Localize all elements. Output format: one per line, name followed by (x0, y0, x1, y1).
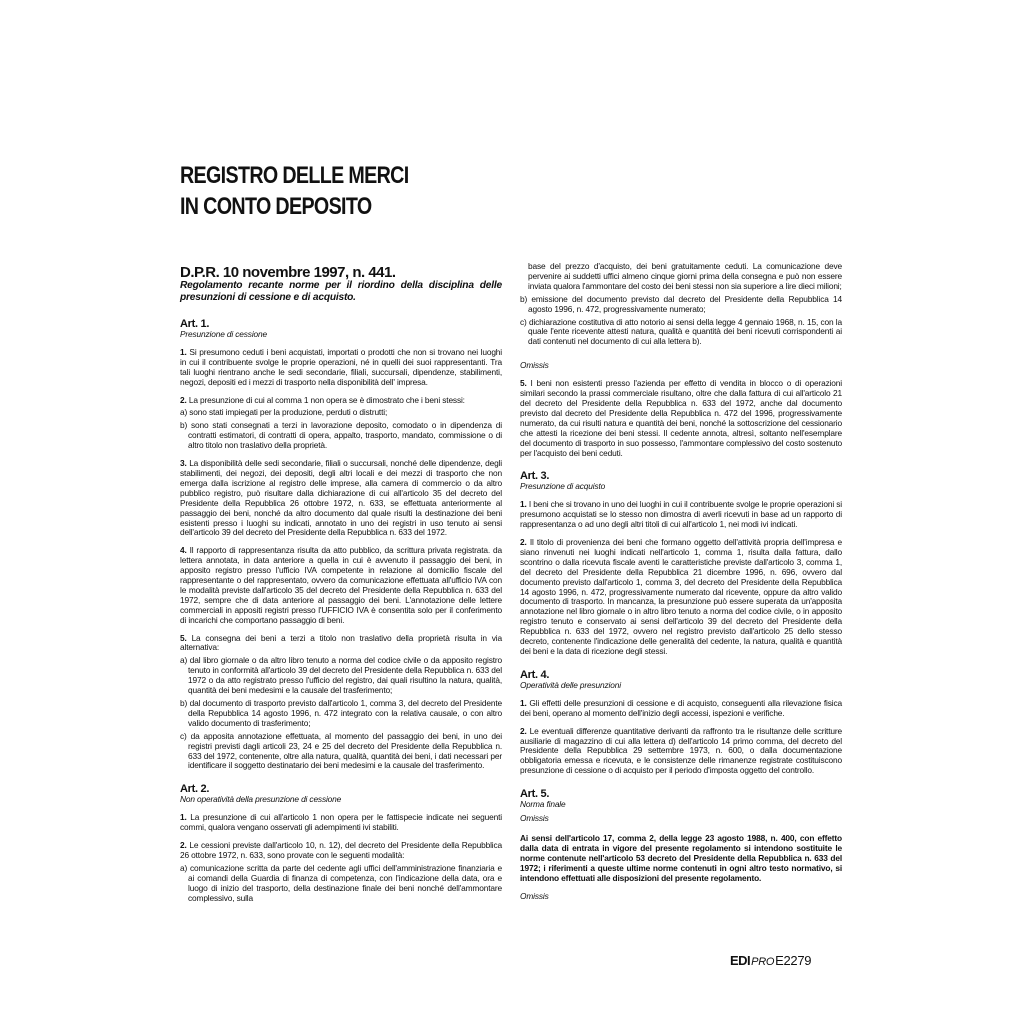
decree-heading: D.P.R. 10 novembre 1997, n. 441. (180, 264, 396, 281)
document-title (180, 160, 508, 222)
article-2-paragraph-2 (180, 841, 502, 861)
paragraph-number: 2. (520, 537, 527, 548)
article-1-paragraph-3 (180, 459, 502, 538)
article-1-heading: Art. 1. (180, 318, 210, 330)
paragraph-text: Gli effetti delle presunzioni di cessione e di acquisto, conseguenti alla rilevazione fisica dei beni, operano al momento dell'inizio degli accessi, ispezioni e verifiche. (520, 697, 842, 718)
product-code: E2279 (775, 953, 812, 968)
article-2-paragraph-5 (520, 379, 842, 458)
paragraph-number: 4. (180, 545, 187, 556)
edipro-logo (730, 954, 811, 968)
article-2-heading: Art. 2. (180, 783, 210, 796)
article-2-paragraph-1 (180, 813, 502, 833)
list-item-b: b) emissione del documento previsto dal decreto del Presidente della Repubblica 14 agosto 1996, n. 472, progressivamente numerato; (520, 293, 842, 314)
paragraph-text: Le cessioni previste dall'articolo 10, n. 12), del decreto del Presidente della Repubblica 26 ottobre 1972, n. 633, sono provate con le seguenti modalità: (180, 840, 502, 860)
paragraph-text: La consegna dei beni a terzi a titolo non traslativo della proprietà risulta in via alternativa: (180, 632, 502, 653)
article-5-heading: Art. 5. (520, 788, 550, 801)
paragraph-number: 3. (180, 458, 187, 469)
list-item-a: a) comunicazione scritta da parte del cedente agli uffici dell'amministrazione finanziaria e ai comandi della Guardia di finanza di competenza, con l'indicazione della data, ora e luogo di inizio del trasporto, della destinazione finale dei beni nonché dell'ammontare complessivo, sulla (180, 862, 502, 903)
article-5-subtitle: Norma finale (520, 799, 566, 810)
paragraph-text: La disponibilità delle sedi secondarie, filiali o succursali, nonché delle dipendenze, degli stabilimenti, dei negozi, dei depositi, degli altri locali e dei mezzi di trasporto che non emerga dalla iscrizione al registro delle imprese, alla camera di commercio o da altro pubblico registro, può risultare dalla dichiarazione di cui all'articolo 35 del decreto del Presidente della Repubblica 26 ottobre 1972, n. 633, se effettuata anteriormente al passaggio dei beni, nonché da altro documento dal quale risulti la destinazione dei beni esistenti presso i luoghi su indicati, annotato in uno dei registri in uso tenuto ai sensi dell'articolo 39 del decreto del Presidente della Repubblica n. 633 del 1972. (180, 458, 502, 538)
list-item-a: a) sono stati impiegati per la produzione, perduti o distrutti; (180, 407, 388, 418)
title-line-1: REGISTRO DELLE MERCI (180, 162, 409, 189)
logo-edi: EDI (730, 953, 751, 968)
article-3-heading: Art. 3. (520, 470, 550, 483)
article-1-subtitle: Presunzione di cessione (180, 329, 267, 339)
paragraph-text: Il titolo di provenienza dei beni che formano oggetto dell'attività propria dell'impresa e siano rinvenuti nei luoghi indicati nell'articolo 1, comma 1, risulta dalla fattura, dallo scontrino o dalla ricevuta fiscale aventi le caratteristiche previste dall'articolo 3, comma 1, del decreto del Presidente della Repubblica 21 dicembre 1996, n. 696, ovvero dal documento previsto dall'articolo 1, comma 3, del decreto del Presidente della Repubblica 14 agosto 1996, n. 472, progressivamente numerato dal ricevente, oppure da altro valido documento di trasporto. In mancanza, la presunzione può essere superata da un'apposita annotazione nel libro giornale o in altro libro tenuto a norma del codice civile, o in apposito registro tenuto e conservato ai sensi dell'articolo 39 del decreto del Presidente della Repubblica n. 633 del 1972, ovvero nel registro previsto dall'articolo 25 dello stesso decreto, contenente l'indicazione delle generalità del cedente, la natura, qualità e quantità dei beni e la data di ricezione degli stessi. (520, 537, 842, 656)
title-line-2: IN CONTO DEPOSITO (180, 193, 372, 220)
paragraph-text: I beni che si trovano in uno dei luoghi in cui il contribuente svolge le proprie operazioni si presumono acquistati se lo stesso non dimostra di averli ricevuti in base ad un rapporto di rappresentanza o ad uno degli altri titoli di cui all'articolo 1, nei modi ivi indicati. (520, 499, 843, 530)
article-3-paragraph-2 (520, 538, 842, 657)
paragraph-number: 5. (180, 632, 187, 643)
list-item-a: a) dal libro giornale o da altro libro tenuto a norma del codice civile o da apposito registro tenuto in conformità all'articolo 39 del decreto del Presidente della Repubblica n. 633 del 1972 o da atto registrato presso l'ufficio del registro, dai quali risultino la natura, qualità, quantità dei beni medesimi e la causale del trasferimento; (180, 655, 502, 696)
paragraph-text: La presunzione di cui all'articolo 1 non opera per le fattispecie indicate nei seguenti commi, qualora vengano osservati gli adempimenti ivi stabiliti. (180, 812, 502, 833)
paragraph-text: La presunzione di cui al comma 1 non opera se è dimostrato che i beni stessi: (188, 394, 465, 405)
article-1-paragraph-4 (180, 546, 502, 625)
left-column (180, 262, 502, 907)
paragraph-number: 2. (180, 394, 187, 405)
article-4-heading: Art. 4. (520, 668, 550, 681)
article-3-subtitle: Presunzione di acquisto (520, 481, 606, 492)
decree-subtitle: Regolamento recante norme per il riordino della disciplina delle presunzioni di cessione e di acquisto. (180, 280, 502, 303)
article-4-paragraph-1 (520, 699, 842, 719)
list-item-c: c) dichiarazione costitutiva di atto notorio ai sensi della legge 4 gennaio 1968, n. 15, con la quale l'ente ricevente attesti natura, qualità e quantità dei beni ricevuti corrispondenti ai dati contenuti nel documento di cui alla lettera b). (520, 316, 842, 347)
paragraph-number: 2. (180, 840, 187, 851)
article-1-paragraph-5 (180, 634, 502, 654)
list-item-b: b) sono stati consegnati a terzi in lavorazione deposito, comodato o in dipendenza di contratti estimatori, di contratti di opera, appalto, trasporto, mandato, commissione o di altro titolo non traslativo della proprietà. (180, 420, 502, 451)
article-4-paragraph-2 (520, 727, 842, 777)
list-item-a-continued: base del prezzo d'acquisto, dei beni gratuitamente ceduti. La comunicazione deve pervenire ai suddetti uffici almeno cinque giorni prima della consegna e può non essere inviata qualora l'ammontare del costo dei beni stessi non sia superiore a lire dieci milioni; (528, 261, 842, 291)
paragraph-number: 1. (520, 499, 527, 510)
paragraph-text: Si presumono ceduti i beni acquistati, importati o prodotti che non si trovano nei luoghi in cui il contribuente svolge le proprie operazioni, né in quelli dei suoi rappresentanti. Tra tali luoghi rientrano anche le sedi secondarie, filiali, succursali, dipendenze, stabilimenti, negozi, depositi ed i mezzi di trasporto nella disponibilità dell' impresa. (180, 346, 503, 387)
right-column (520, 262, 842, 909)
paragraph-number: 2. (520, 725, 527, 736)
list-item-c: c) da apposita annotazione effettuata, al momento del passaggio dei beni, in uno dei registri previsti dagli articoli 23, 24 e 25 del decreto del Presidente della Repubblica n. 633 del 1972, contenente, oltre alla natura, qualità, quantità dei beni, i dati necessari per identificare il soggetto destinatario dei beni medesimi e la causale del trasferimento. (180, 730, 502, 771)
omissis-note: Omissis (520, 360, 549, 371)
paragraph-text: I beni non esistenti presso l'azienda per effetto di vendita in blocco o di operazioni similari secondo la prassi commerciale risultano, oltre che dalla fattura di cui all'articolo 21 del decreto del Presidente della Repubblica n. 633 del 1972, anche dal documento previsto dal decreto del Presidente della Repubblica n. 472 del 1996, progressivamente numerato, da cui risulti natura e quantità dei beni, nonché la sottoscrizione del cessionario che attesti la ricezione dei beni stessi. Il cedente annota, altresì, soltanto nell'esemplare del documento di trasporto in suo possesso, l'ammontare complessivo del costo sostenuto per l'acquisto dei beni ceduti. (520, 378, 842, 458)
paragraph-number: 1. (180, 346, 187, 357)
paragraph-number: 5. (520, 378, 527, 389)
article-1-paragraph-1 (180, 348, 502, 388)
final-provision-text: Ai sensi dell'articolo 17, comma 2, della legge 23 agosto 1988, n. 400, con effetto dalla data di entrata in vigore del presente regolamento si intendono sostituite le norme contenute nell'articolo 53 decreto del Presidente della Repubblica n. 633 del 1972; i riferimenti a queste ultime norme contenuti in ogni altro testo normativo, si intendono effettuati alle disposizioni del presente regolamento. (520, 832, 842, 883)
paragraph-text: Le eventuali differenze quantitative derivanti da raffronto tra le risultanze delle scritture ausiliarie di magazzino di cui alla lettera d) dell'articolo 14 primo comma, del decreto del Presidente della Repubblica 29 settembre 1973, n. 600, o dalla documentazione obbligatoria emessa e ricevuta, e le consistenze delle rimanenze registrate costituiscono presunzione di cessione o di acquisto per il periodo d'imposta oggetto del controllo. (520, 725, 842, 776)
paragraph-number: 1. (180, 812, 187, 823)
article-3-paragraph-1 (520, 500, 842, 530)
article-2-subtitle: Non operatività della presunzione di cessione (180, 794, 342, 805)
omissis-note: Omissis (520, 813, 549, 824)
article-4-subtitle: Operatività delle presunzioni (520, 679, 621, 690)
list-item-b: b) dal documento di trasporto previsto dall'articolo 1, comma 3, del decreto del Presidente della Repubblica 14 agosto 1996, n. 472 integrato con la relativa causale, o con altro valido documento di trasferimento; (180, 698, 502, 728)
paragraph-text: Il rapporto di rappresentanza risulta da atto pubblico, da scrittura privata registrata. da lettera annotata, in data anteriore a quella in cui è avvenuto il passaggio dei beni, in apposito registro presso l'ufficio IVA competente in relazione al domicilio fiscale del rappresentante o del rappresentato, ovvero da comunicazione effettuata all'ufficio IVA con le modalità previste dall'articolo 35 del decreto del Presidente della Repubblica n. 633 del 1972, sempre che di data anteriore al passaggio dei beni. L'annotazione delle lettere commerciali in appositi registri presso l'UFFICIO IVA è consentita solo per il conferimento di incarichi che comportano passaggio di beni. (180, 545, 503, 625)
paragraph-number: 1. (520, 697, 527, 708)
article-1-paragraph-2 (180, 396, 502, 406)
omissis-note: Omissis (520, 890, 549, 901)
logo-pro: PRO (751, 956, 775, 968)
